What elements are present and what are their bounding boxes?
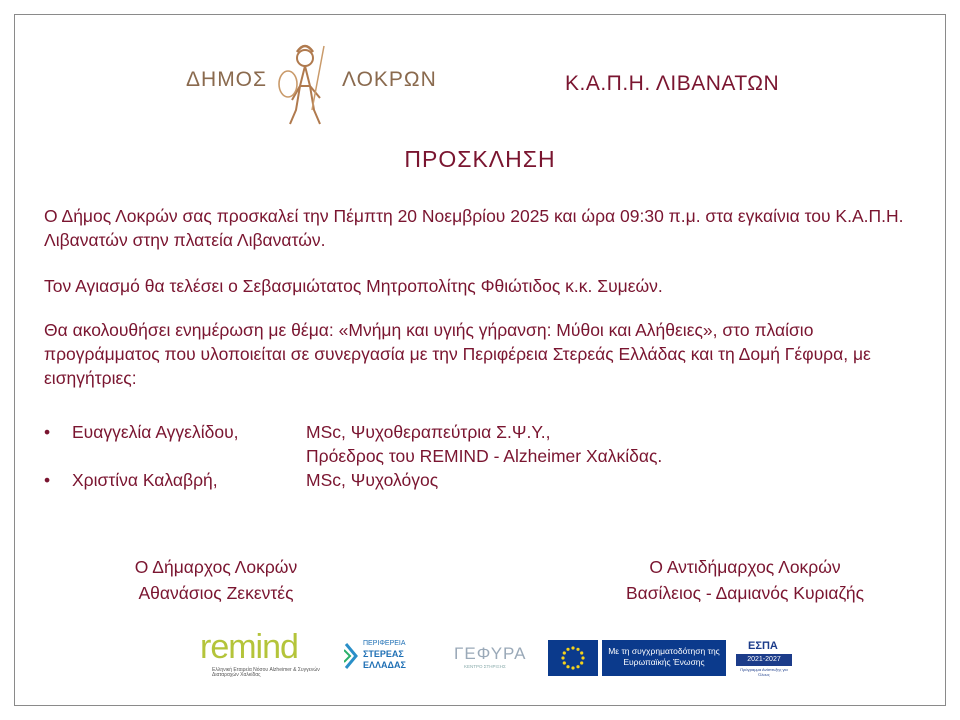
eu-flag-icon [548, 640, 598, 676]
espa-subtitle: Πρόγραμμα Ανάπτυξης για Όλους [740, 667, 788, 677]
deputy-mayor-signature [580, 554, 910, 606]
remind-logo [200, 630, 325, 678]
speaker-name: Χριστίνα Καλαβρή, [72, 470, 218, 490]
espa-title: ΕΣΠΑ [748, 640, 778, 652]
speaker-role: MSc, Ψυχοθεραπεύτρια Σ.Ψ.Υ., [306, 422, 551, 442]
blessing-paragraph: Τον Αγιασμό θα τελέσει ο Σεβασμιώτατος Μητροπολίτης Φθιώτιδος κ.κ. Συμεών. [44, 276, 663, 296]
sterea-line1: ΠΕΡΙΦΕΡΕΙΑ [363, 640, 406, 647]
espa-years: 2021-2027 [736, 654, 792, 666]
speaker-role: MSc, Ψυχολόγος [306, 470, 439, 490]
bullet: • [44, 422, 51, 442]
invitation-paragraph: Ο Δήμος Λοκρών σας προσκαλεί την Πέμπτη 20 Νοεμβρίου 2025 και ώρα 09:30 π.μ. στα εγκαίνια του Κ.Α.Π.Η. Λιβανατών στην πλατεία Λιβανατών. [44, 206, 904, 250]
gefyra-logo-text: ΓΕΦΥΡΑ [454, 644, 527, 663]
signature-title: Ο Δήμαρχος Λοκρών [134, 557, 298, 577]
chevron-right-icon [344, 642, 360, 670]
signature-title: Ο Αντιδήμαρχος Λοκρών [649, 557, 841, 577]
speaker-name: Ευαγγελία Αγγελίδου, [72, 422, 239, 442]
espa-logo [736, 640, 792, 678]
bullet: • [44, 470, 51, 490]
sterea-line3: ΕΛΛΑΔΑΣ [363, 660, 406, 670]
briefing-paragraph: Θα ακολουθήσει ενημέρωση με θέμα: «Μνήμη και υγιής γήρανση: Μύθοι και Αλήθειες», στο πλαίσιο προγράμματος που υλοποιείται σε συνεργασία με την Περιφέρεια Στερεάς Ελλάδας και τη Δομή Γέφυρα, με εισηγήτριες: [44, 320, 871, 388]
speaker-role-line2: Πρόεδρος του REMIND - Alzheimer Χαλκίδας. [306, 446, 663, 466]
mayor-signature [94, 554, 338, 606]
municipality-logo [186, 40, 440, 128]
signature-name: Βασίλειος - Δαμιανός Κυριαζής [625, 583, 865, 603]
sterea-line2: ΣΤΕΡΕΑΣ [363, 649, 404, 659]
gefyra-logo-subtitle: ΚΕΝΤΡΟ ΣΤΗΡΙΞΗΣ [464, 664, 506, 669]
remind-logo-subtitle: Ελληνική Εταιρεία Νόσου Alzheimer & Συγγενών Διαταραχών Χαλκίδας [212, 667, 320, 678]
remind-logo-text: remind [200, 628, 298, 666]
partner-logos-bar [0, 628, 960, 680]
sterea-region-logo [344, 640, 436, 676]
logo-word-left: ΔΗΜΟΣ [186, 68, 268, 91]
logo-word-right: ΛΟΚΡΩΝ [342, 68, 437, 91]
kapi-title: Κ.Α.Π.Η. ΛΙΒΑΝΑΤΩΝ [565, 72, 780, 95]
gefyra-logo [454, 644, 526, 674]
signature-name: Αθανάσιος Ζεκεντές [138, 583, 294, 603]
warrior-emblem-icon [272, 40, 338, 128]
page-title: ΠΡΟΣΚΛΗΣΗ [404, 146, 556, 172]
eu-cofunding-text: Με τη συγχρηματοδότηση της Ευρωπαϊκής Ένωσης [602, 640, 726, 676]
eu-cofunding-logo [548, 640, 728, 676]
